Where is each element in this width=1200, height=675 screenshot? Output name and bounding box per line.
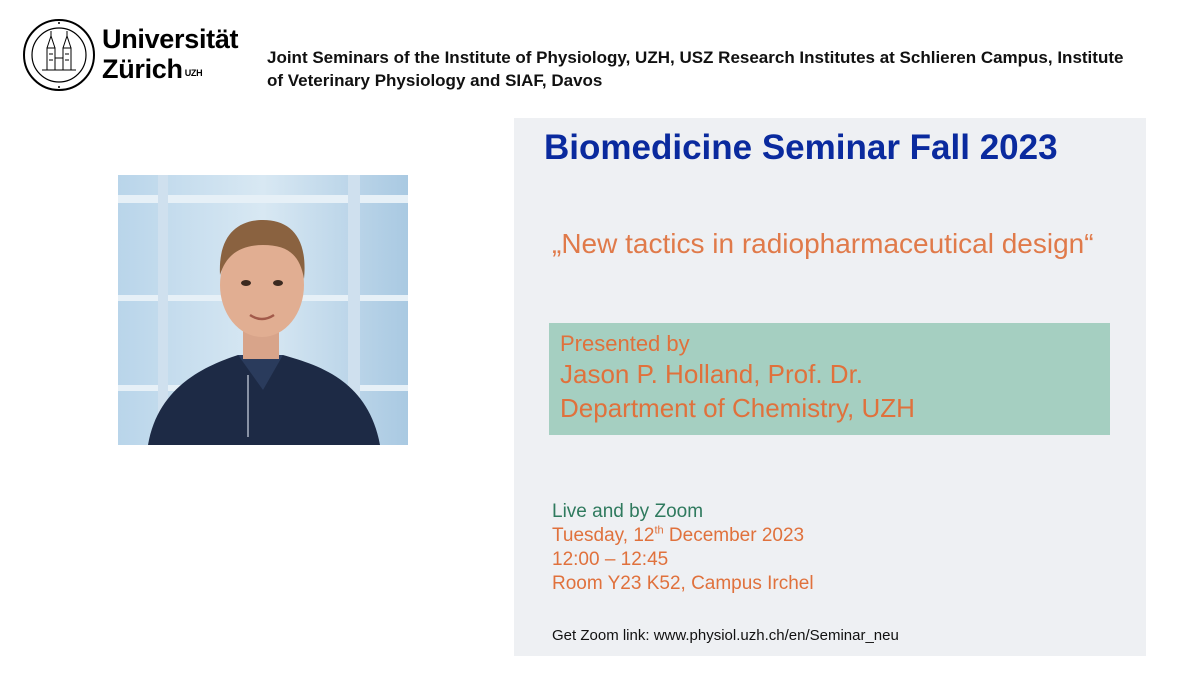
event-mode: Live and by Zoom (552, 501, 704, 522)
university-logo (22, 18, 242, 98)
presenter-name: Jason P. Holland, Prof. Dr. (560, 359, 864, 389)
seminar-panel (514, 118, 1146, 656)
logo-line-2 (102, 54, 238, 84)
presenter-box (549, 323, 1110, 435)
speaker-photo (118, 175, 408, 445)
event-room: Room Y23 K52, Campus Irchel (552, 573, 814, 594)
event-date (552, 524, 814, 548)
seminar-title: Biomedicine Seminar Fall 2023 (544, 128, 1058, 167)
event-date-prefix: Tuesday, 12 (552, 525, 655, 546)
presenter-department: Department of Chemistry, UZH (560, 393, 915, 423)
speaker-portrait-image (118, 175, 408, 445)
event-date-rest: December 2023 (663, 525, 805, 546)
zoom-link[interactable]: Get Zoom link: www.physiol.uzh.ch/en/Seminar_neu (552, 627, 899, 644)
logo-line-1: Universität (102, 24, 239, 54)
presented-by-label: Presented by (560, 331, 690, 356)
event-time: 12:00 – 12:45 (552, 549, 669, 570)
university-seal-icon (22, 18, 96, 92)
event-details (552, 500, 814, 596)
talk-title: „New tactics in radiopharmaceutical design“ (552, 228, 1094, 259)
logo-suffix: UZH (184, 68, 203, 78)
event-date-suffix: th (654, 524, 664, 537)
header-affiliations: Joint Seminars of the Institute of Physiology, UZH, USZ Research Institutes at Schlieren Campus, Institute of Veterinary Physiology and SIAF, Davos (267, 48, 1124, 90)
logo-wordmark (102, 24, 238, 84)
logo-line-2-text: Zürich (102, 54, 183, 84)
